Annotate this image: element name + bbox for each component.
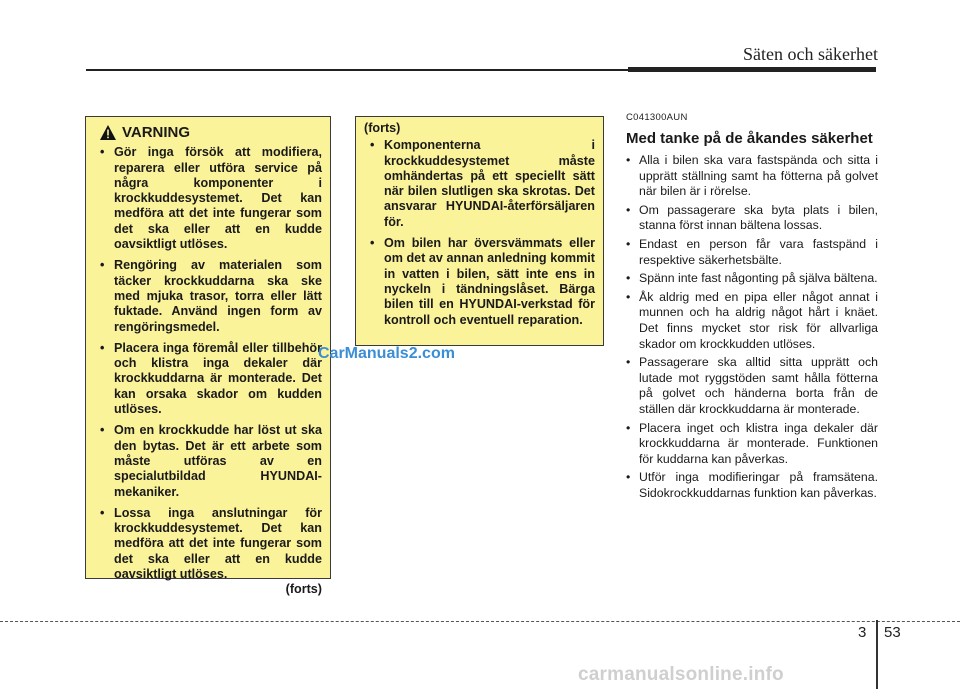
header-rule-accent: [628, 67, 876, 72]
warning-continued-label: (forts): [285, 582, 322, 597]
warning-list: [94, 145, 322, 582]
safety-list: [626, 153, 878, 501]
warning-heading: [94, 125, 322, 140]
safety-item: • Utför inga modifieringar på framsätena. Sidokrockkuddarnas funktion kan påverkas.: [626, 470, 878, 501]
watermark-carmanualsonline: carmanualsonline.info: [578, 664, 784, 685]
continued-warning-box: [355, 116, 604, 346]
page-number-divider: [876, 620, 878, 689]
safety-section: [626, 112, 878, 504]
safety-item: • Spänn inte fast någonting på själva bältena.: [626, 271, 878, 287]
warning-item: • Rengöring av materialen som täcker krockkuddarna ska ske med mjuka trasor, torra eller lätt fuktade. Använd ingen form av rengöringsmedel.: [94, 258, 322, 334]
continued-list: [364, 138, 595, 328]
safety-item: • Alla i bilen ska vara fastspända och sitta i upprätt ställning samt ha fötterna på golvet när bilen är i rörelse.: [626, 153, 878, 200]
safety-item: • Om passagerare ska byta plats i bilen, stanna först innan bältena lossas.: [626, 203, 878, 234]
safety-item: • Åk aldrig med en pipa eller något annat i munnen och ha aldrig något hårt i knäet. Det finns mycket stor risk för allvarliga skador om krockkudden utlöses.: [626, 290, 878, 352]
warning-triangle-icon: [100, 125, 116, 140]
chapter-number: 3: [858, 624, 867, 641]
watermark-carmanuals: CarManuals2.com: [318, 345, 455, 362]
warning-box: [85, 116, 331, 597]
safety-section-title: Med tanke på de åkandes säkerhet: [626, 130, 873, 147]
warning-item: • Placera inga föremål eller tillbehör och klistra inga dekaler där krockkuddarna är monterade. Det kan orsaka skador om kudden utlöses.: [94, 341, 322, 417]
warning-item: • Lossa inga anslutningar för krockkuddesystemet. Det kan medföra att det inte fungerar som det ska eller att en kudde oavsiktligt utlöses.: [94, 506, 322, 582]
page-number: 53: [884, 624, 901, 641]
safety-item: • Passagerare ska alltid sitta upprätt och lutade mot ryggstöden samt hålla fötterna på golvet och händerna borta från de ställen där krockkuddarna är monterade.: [626, 355, 878, 417]
warning-item: • Gör inga försök att modifiera, reparera eller utföra service på några komponenter i krockkuddesystemet. Det kan medföra att det inte fungerar som det ska eller att en kudde oavsiktligt utlöses.: [94, 145, 322, 252]
continued-heading: (forts): [364, 121, 401, 135]
safety-item: • Placera inget och klistra inga dekaler där krockkuddarna är monterade. Funktionen för kuddarna kan påverkas.: [626, 421, 878, 468]
warning-heading-text: VARNING: [122, 124, 191, 141]
section-code: C041300AUN: [626, 112, 688, 123]
warning-item: • Om en krockkudde har löst ut ska den bytas. Det är ett arbete som måste utföras av en specialutbildad HYUNDAI-mekaniker.: [94, 423, 322, 499]
safety-item: • Endast en person får vara fastspänd i respektive säkerhetsbälte.: [626, 237, 878, 268]
continued-item: • Om bilen har översvämmats eller om det av annan anledning kommit in vatten i bilen, sätt inte ens in nyckeln i tändningslåset. Bärga bilen till en HYUNDAI-verkstad för kontroll och eventuell reparation.: [364, 236, 595, 328]
footer-rule: [0, 621, 960, 622]
continued-item: • Komponenterna i krockkuddesystemet måste omhändertas på ett speciellt sätt när bilen slutligen ska skrotas. Det ansvarar HYUNDAI-återförsäljaren för.: [364, 138, 595, 230]
section-title: Säten och säkerhet: [743, 44, 878, 64]
